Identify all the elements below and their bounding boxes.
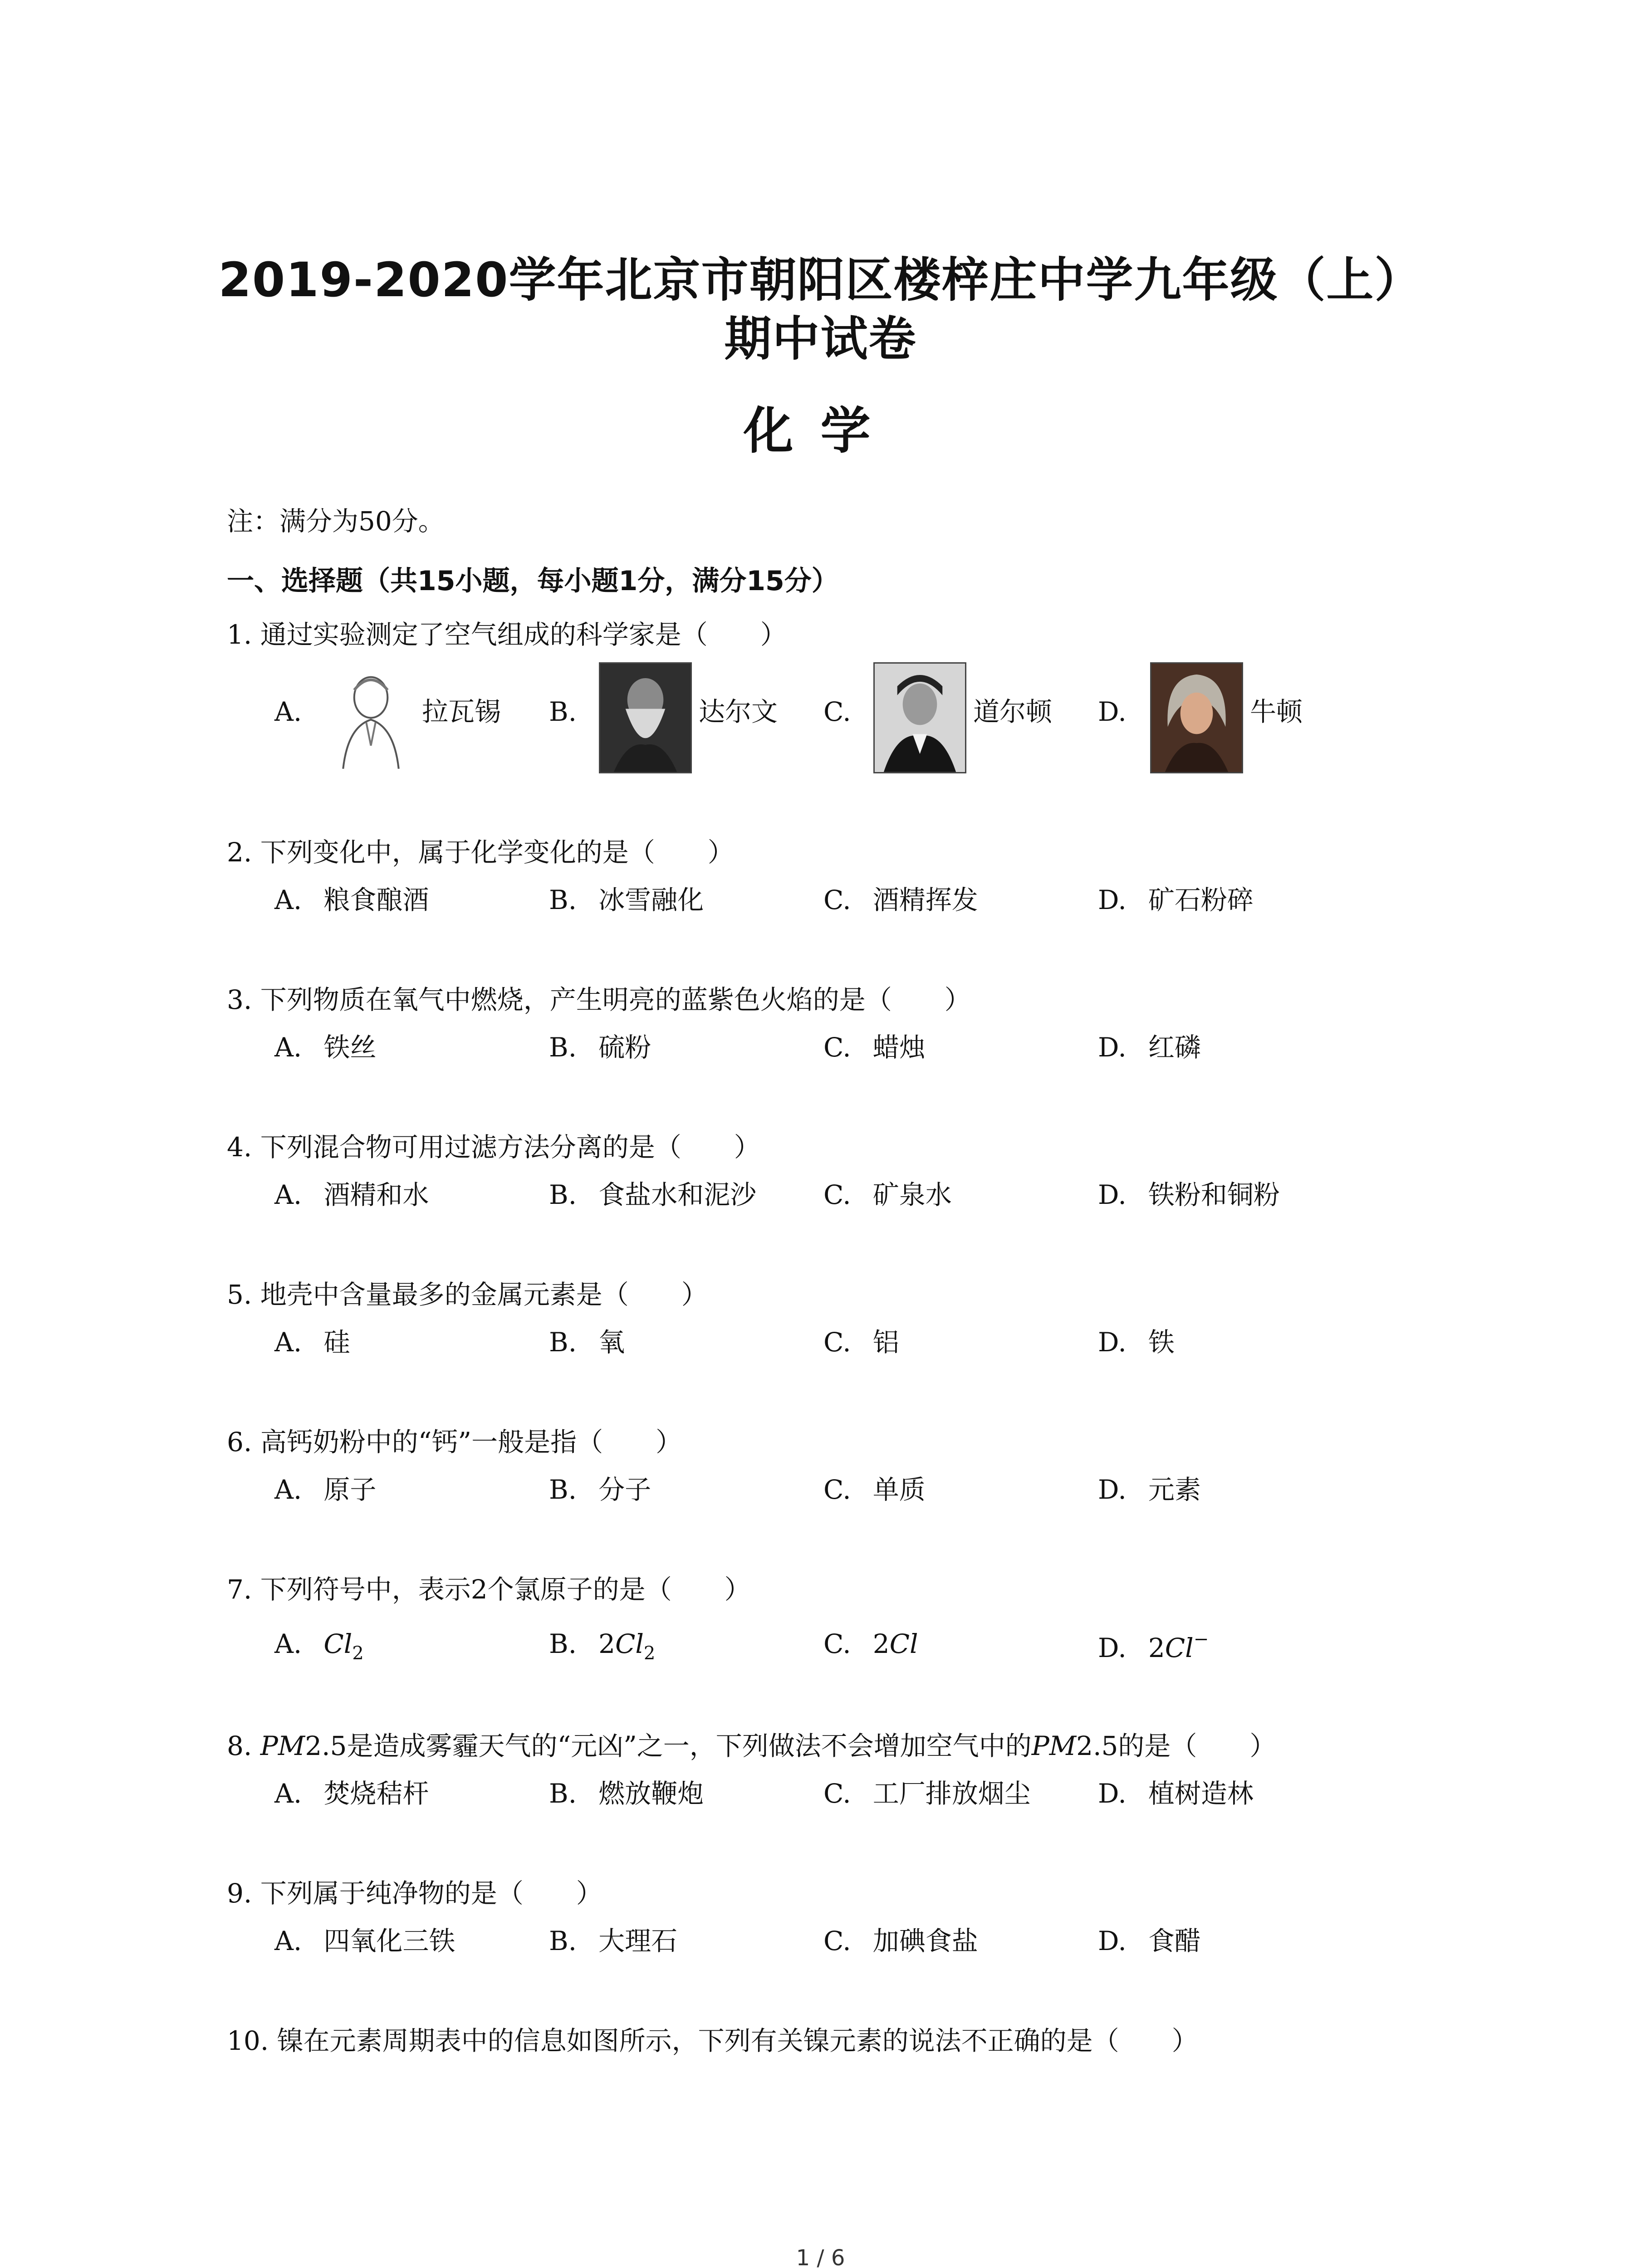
- chem-superscript: −: [1193, 1629, 1209, 1650]
- question-stem: [227, 1730, 1276, 1762]
- option-letter: D.: [1098, 1778, 1127, 1809]
- option-text: 红磷: [1148, 1032, 1201, 1063]
- option-text: 粮食酿酒: [323, 885, 429, 915]
- option-text: 氧: [598, 1327, 625, 1358]
- option-text: 道尔顿: [973, 696, 1053, 727]
- portrait-newton-image: [1150, 662, 1243, 773]
- option-letter: C.: [823, 1628, 851, 1659]
- option-text: 硫粉: [598, 1032, 652, 1063]
- option: [823, 1926, 978, 1957]
- option: [274, 1474, 376, 1506]
- option: [549, 885, 704, 916]
- option-text: 蜡烛: [872, 1032, 926, 1063]
- option: [1098, 1032, 1201, 1064]
- chem-symbol: Cl: [1165, 1633, 1194, 1663]
- option-letter: A.: [274, 1628, 302, 1659]
- option-letter: D.: [1098, 1327, 1127, 1358]
- option-letter: C.: [823, 1032, 851, 1063]
- option-letter: D.: [1098, 1474, 1127, 1505]
- option-letter: B.: [549, 1179, 577, 1210]
- pm-symbol: PM: [1031, 1730, 1077, 1761]
- chem-symbol: Cl: [889, 1628, 918, 1659]
- option-letter: A.: [274, 1179, 302, 1210]
- option: [549, 1179, 756, 1211]
- section-heading: 一、选择题（共15小题，每小题1分，满分15分）: [227, 565, 839, 597]
- option: [274, 1179, 429, 1211]
- option-text: 食醋: [1148, 1926, 1201, 1956]
- option-text: 拉瓦锡: [422, 696, 501, 727]
- option-text: 植树造林: [1148, 1778, 1254, 1809]
- option-text: 原子: [323, 1474, 377, 1505]
- question-text: 2.5是造成雾霾天气的“元凶”之一，下列做法不会增加空气中的: [305, 1730, 1032, 1761]
- option-text: 元素: [1148, 1474, 1201, 1505]
- option: [823, 885, 978, 916]
- question-number: 8.: [227, 1730, 260, 1761]
- question-stem: 6. 高钙奶粉中的“钙”一般是指（ ）: [227, 1427, 682, 1457]
- question-stem: 2. 下列变化中，属于化学变化的是（ ）: [227, 837, 734, 868]
- option-letter: A.: [274, 1032, 302, 1063]
- option: [549, 1926, 677, 1957]
- option-text: 牛顿: [1250, 696, 1303, 727]
- option-letter: B.: [549, 696, 577, 727]
- question-stem: 9. 下列属于纯净物的是（ ）: [227, 1878, 603, 1909]
- chem-subscript: 2: [352, 1643, 364, 1664]
- question-stem: 7. 下列符号中，表示2个氯原子的是（ ）: [227, 1574, 751, 1605]
- option-letter: D.: [1098, 696, 1127, 727]
- option-text: 加碘食盐: [872, 1926, 978, 1956]
- pm-symbol: PM: [260, 1730, 305, 1761]
- option: [274, 885, 429, 916]
- option: [549, 1327, 625, 1359]
- option: [1098, 1474, 1201, 1506]
- option-text: 铁粉和铜粉: [1148, 1179, 1280, 1210]
- option-letter: D.: [1098, 1926, 1127, 1956]
- option-text: 冰雪融化: [598, 885, 704, 915]
- option-text: 酒精和水: [323, 1179, 429, 1210]
- question-text: 2.5的是（ ）: [1076, 1730, 1276, 1761]
- option-text: 分子: [598, 1474, 652, 1505]
- option-letter: B.: [549, 885, 577, 915]
- option-letter: C.: [823, 1926, 851, 1956]
- option-letter: C.: [823, 1474, 851, 1505]
- option-text: 矿石粉碎: [1148, 885, 1254, 915]
- question-stem: 10. 镍在元素周期表中的信息如图所示，下列有关镍元素的说法不正确的是（ ）: [227, 2025, 1198, 2056]
- chem-coefficient: 2: [1148, 1633, 1165, 1663]
- question-stem: 4. 下列混合物可用过滤方法分离的是（ ）: [227, 1132, 760, 1163]
- option-letter: A.: [274, 1474, 302, 1505]
- option-letter: C.: [823, 696, 851, 727]
- chem-symbol: Cl: [615, 1628, 644, 1659]
- option: [549, 1032, 651, 1064]
- option-text: 硅: [323, 1327, 350, 1358]
- option: [274, 1926, 455, 1957]
- option-letter: D.: [1098, 885, 1127, 915]
- chem-symbol: Cl: [323, 1628, 353, 1659]
- option: [1098, 1327, 1175, 1359]
- option-text: 铁: [1148, 1327, 1175, 1358]
- option: [274, 1327, 350, 1359]
- subject-title: 化学: [743, 402, 898, 460]
- option: [1098, 1628, 1209, 1664]
- option-letter: B.: [549, 1032, 577, 1063]
- option-text: 单质: [872, 1474, 926, 1505]
- option: [274, 1032, 376, 1064]
- option-letter: C.: [823, 1179, 851, 1210]
- option-text: 焚烧秸杆: [323, 1778, 429, 1809]
- option: [274, 1778, 429, 1810]
- option-letter: D.: [1098, 1032, 1127, 1063]
- option-letter: C.: [823, 1327, 851, 1358]
- option-letter: B.: [549, 1778, 577, 1809]
- option-letter: A.: [274, 885, 302, 915]
- option: [1098, 1778, 1254, 1810]
- option-letter: A.: [274, 1778, 302, 1809]
- option-letter: D.: [1098, 1633, 1127, 1663]
- option-letter: D.: [1098, 1179, 1127, 1210]
- portrait-darwin-image: [599, 662, 692, 773]
- option: [823, 1778, 1031, 1810]
- option: [823, 1032, 926, 1064]
- option-letter: B.: [549, 1628, 577, 1659]
- exam-title-line-1: 2019-2020学年北京市朝阳区楼梓庄中学九年级（上）: [218, 252, 1423, 308]
- option: [549, 1474, 651, 1506]
- option-letter: A.: [274, 1327, 302, 1358]
- option-text: 燃放鞭炮: [598, 1778, 704, 1809]
- portrait-lavoisier-image: [324, 662, 417, 773]
- option: [823, 1474, 926, 1506]
- option: [1098, 1926, 1201, 1957]
- option-letter: A.: [274, 1926, 302, 1956]
- question-stem: 5. 地壳中含量最多的金属元素是（ ）: [227, 1279, 708, 1310]
- option-letter: B.: [549, 1474, 577, 1505]
- option-text: 铝: [872, 1327, 899, 1358]
- exam-title-line-2: 期中试卷: [724, 311, 917, 367]
- option: [549, 1628, 655, 1664]
- option: [549, 1778, 704, 1810]
- option-letter: C.: [823, 885, 851, 915]
- option-letter: B.: [549, 1327, 577, 1358]
- question-stem: 1. 通过实验测定了空气组成的科学家是（ ）: [227, 619, 787, 650]
- option-text: 四氧化三铁: [323, 1926, 456, 1956]
- score-note: 注：满分为50分。: [227, 506, 445, 537]
- question-stem: 3. 下列物质在氧气中燃烧，产生明亮的蓝紫色火焰的是（ ）: [227, 984, 971, 1015]
- option-text: 达尔文: [699, 696, 778, 727]
- chem-coefficient: 2: [598, 1628, 615, 1659]
- option-letter: A.: [274, 696, 302, 727]
- option-letter: C.: [823, 1778, 851, 1809]
- chem-subscript: 2: [643, 1643, 656, 1664]
- page-number: 1 / 6: [796, 2245, 845, 2268]
- option: [823, 1628, 918, 1660]
- option: [823, 1327, 899, 1359]
- option-text: 食盐水和泥沙: [598, 1179, 757, 1210]
- option-text: 大理石: [598, 1926, 678, 1956]
- option: [274, 1628, 364, 1664]
- option: [823, 1179, 952, 1211]
- chem-coefficient: 2: [872, 1628, 890, 1659]
- option-letter: B.: [549, 1926, 577, 1956]
- option-text: 铁丝: [323, 1032, 377, 1063]
- option-text: 工厂排放烟尘: [872, 1778, 1031, 1809]
- option: [1098, 1179, 1280, 1211]
- portrait-dalton-image: [873, 662, 966, 773]
- option-text: 矿泉水: [872, 1179, 952, 1210]
- option-text: 酒精挥发: [872, 885, 978, 915]
- option: [1098, 885, 1254, 916]
